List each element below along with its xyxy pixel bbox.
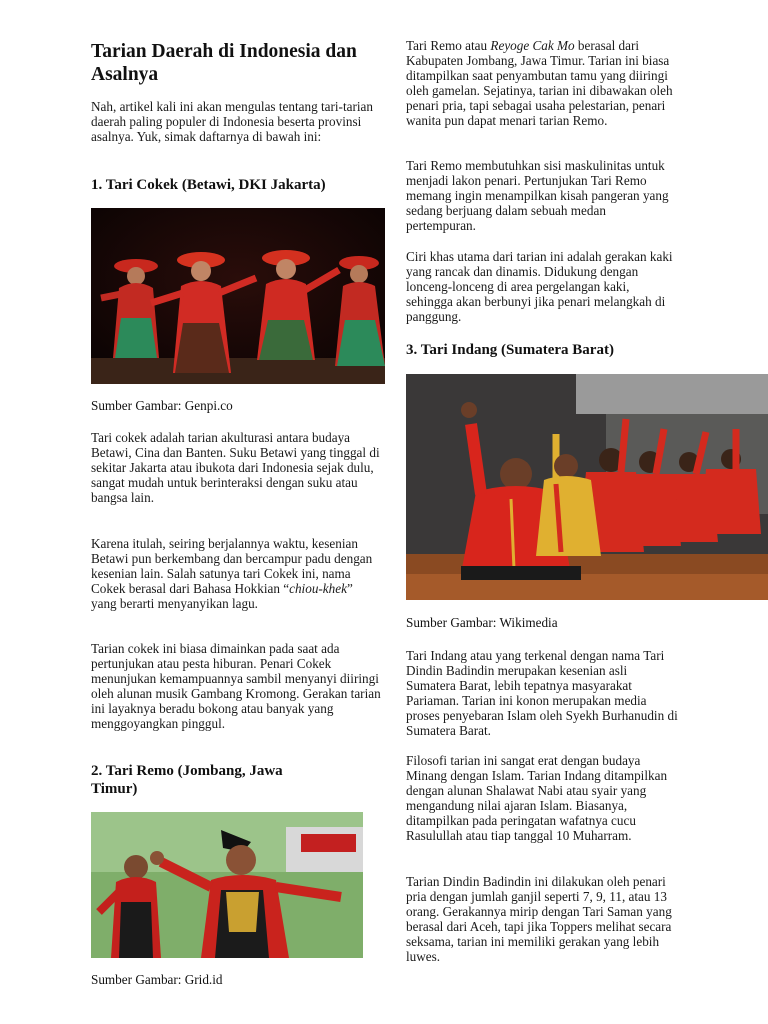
section-3-paragraph-2: Filosofi tarian ini sangat erat dengan budaya Minang dengan Islam. Tarian Indang ditampilkan dengan alunan Shalawat Nabi atau syair yang mengandung nilai ajaran Islam. Biasanya, ditampilkan pada peringatan wafatnya cucu Rasulullah atau tiap tanggal 10 Muharram. [406,753,668,844]
tari-remo-photo [91,812,363,958]
section-3-caption: Sumber Gambar: Wikimedia [406,615,558,630]
tari-cokek-photo [91,208,385,384]
section-2-paragraph-1: Tari Remo atau Reyoge Cak Mo berasal dari Kabupaten Jombang, Jawa Timur. Tarian ini biasa ditampilkan saat penyambutan tamu yang diiringi oleh gamelan. Sejatinya, tarian ini dibawakan oleh penari pria, tapi sebagai usaha pelestarian, penari wanita pun dapat menari tarian Remo. [406,38,673,129]
page-title: Tarian Daerah di Indonesia dan Asalnya [91,41,357,85]
section-2-heading: 2. Tari Remo (Jombang, Jawa Timur) [91,763,283,797]
section-3-paragraph-1: Tari Indang atau yang terkenal dengan nama Tari Dindin Badindin merupakan kesenian asli Sumatera Barat, lebih tepatnya masyarakat Pariaman. Tarian ini konon merupakan media proses penyebaran Islam oleh Syekh Burhanudin di Sumatera Barat. [406,648,678,739]
section-3-paragraph-3: Tarian Dindin Badindin ini dilakukan oleh penari pria dengan jumlah ganjil seperti 7, 9, 11, atau 13 orang. Gerakannya mirip dengan Tari Saman yang berasal dari Aceh, tapi jika Toppers melihat secara seksama, tarian ini memiliki gerakan yang lebih luwes. [406,874,672,965]
section-1-paragraph-2: Karena itulah, seiring berjalannya waktu, kesenian Betawi pun berkembang dan bercampur padu dengan kesenian lain. Salah satunya tari Cokek ini, nama Cokek berasal dari Bahasa Hokkian “chiou-khek” yang berarti menyanyikan lagu. [91,536,373,612]
intro-paragraph: Nah, artikel kali ini akan mengulas tentang tari-tarian daerah paling populer di Indonesia beserta provinsi asalnya. Yuk, simak daftarnya di bawah ini: [91,99,373,145]
section-2-caption: Sumber Gambar: Grid.id [91,972,223,987]
section-1-paragraph-3: Tarian cokek ini biasa dimainkan pada saat ada pertunjukan atau pesta hiburan. Penari Cokek menunjukan kemampuannya sambil menyanyi diiringi oleh alunan musik Gambang Kromong. Gerakan tarian ini layaknya beradu bokong atau banyak yang menggoyangkan pinggul. [91,641,381,732]
section-2-paragraph-2: Tari Remo membutuhkan sisi maskulinitas untuk menjadi lakon penari. Pertunjukan Tari Remo memang ingin menampilkan kisah pangeran yang sedang berjuang dalam sebuah medan pertempuran. [406,158,669,234]
section-1-caption: Sumber Gambar: Genpi.co [91,398,233,413]
section-1-paragraph-1: Tari cokek adalah tarian akulturasi antara budaya Betawi, Cina dan Banten. Suku Betawi yang tinggal di sekitar Jakarta atau ibukota dari Indonesia sejak dulu, sangat mudah untuk berinteraksi dengan suku atau bangsa lain. [91,430,380,506]
section-1-heading: 1. Tari Cokek (Betawi, DKI Jakarta) [91,177,326,193]
section-2-paragraph-3: Ciri khas utama dari tarian ini adalah gerakan kaki yang rancak dan dinamis. Didukung dengan lonceng-lonceng di area pergelangan kaki, sehingga akan berbunyi jika penari melangkah di panggung. [406,249,673,325]
tari-indang-photo [406,374,768,600]
section-3-heading: 3. Tari Indang (Sumatera Barat) [406,342,614,358]
